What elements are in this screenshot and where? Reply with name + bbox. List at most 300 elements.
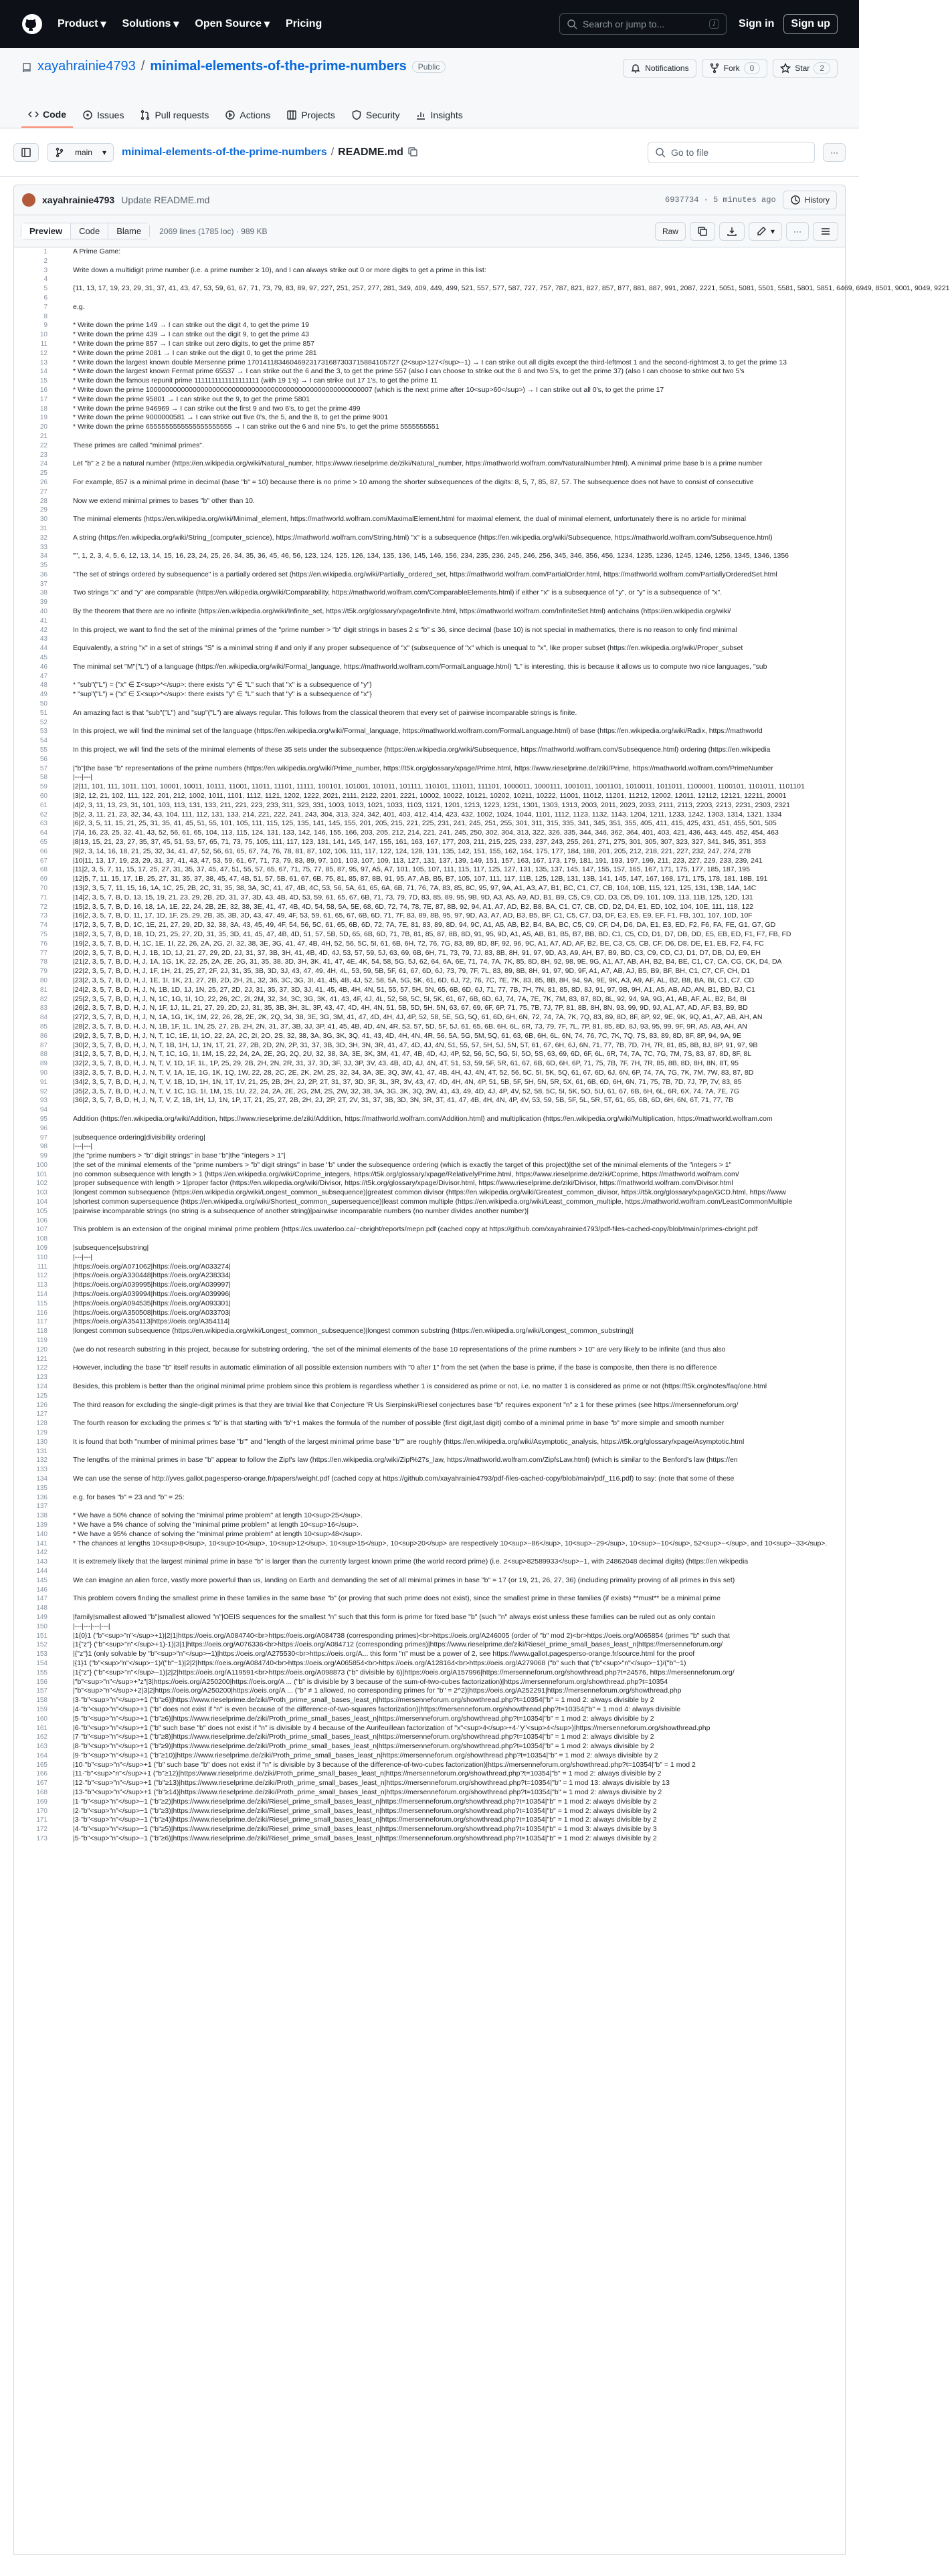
line-number[interactable]: 122 bbox=[36, 1364, 48, 1372]
line-number[interactable]: 167 bbox=[36, 1780, 48, 1788]
commit-author[interactable]: xayahrainie4793 bbox=[42, 195, 115, 205]
line-number[interactable]: 16 bbox=[39, 386, 48, 394]
tab-preview[interactable]: Preview bbox=[21, 223, 71, 239]
line-number[interactable]: 49 bbox=[39, 691, 48, 699]
code-line bbox=[14, 1364, 845, 1373]
line-text bbox=[57, 1373, 73, 1382]
line-number[interactable]: 162 bbox=[36, 1733, 48, 1741]
line-number[interactable]: 147 bbox=[36, 1595, 48, 1603]
code-line bbox=[14, 1586, 845, 1595]
line-text: |"b"<sup>"n"</sup>+2|3|2|https://oeis.org/A250200|https://oeis.org/A ... ("b" ≠ 1 allowed, no corresponding primes for "b" = 2^2)|https://oeis.org/A252291|https://mersenneforum.org/showthread.php bbox=[73, 1687, 682, 1695]
line-number[interactable]: 65 bbox=[39, 839, 48, 846]
line-number[interactable]: 39 bbox=[39, 599, 48, 607]
line-number[interactable]: 95 bbox=[39, 1115, 48, 1123]
line-number[interactable]: 74 bbox=[39, 922, 48, 930]
code-line bbox=[14, 367, 845, 377]
line-number[interactable]: 90 bbox=[39, 1069, 48, 1077]
line-number[interactable]: 171 bbox=[36, 1816, 48, 1824]
line-number[interactable]: 75 bbox=[39, 930, 48, 938]
code-line bbox=[14, 598, 845, 607]
view-toggle bbox=[21, 223, 150, 239]
line-number[interactable]: 112 bbox=[37, 1272, 48, 1280]
line-number[interactable]: 110 bbox=[37, 1253, 48, 1261]
line-number[interactable]: 141 bbox=[36, 1539, 48, 1547]
line-number[interactable]: 126 bbox=[36, 1401, 48, 1409]
line-number[interactable]: 31 bbox=[39, 524, 48, 532]
code-line bbox=[14, 1733, 845, 1742]
line-text bbox=[57, 524, 73, 534]
tab-pull-requests[interactable] bbox=[133, 109, 215, 128]
line-number[interactable]: 19 bbox=[39, 414, 48, 422]
line-number[interactable]: 53 bbox=[39, 728, 48, 736]
line-number[interactable]: 51 bbox=[39, 709, 48, 717]
line-number[interactable]: 24 bbox=[39, 460, 48, 468]
line-number[interactable]: 7 bbox=[43, 303, 48, 311]
line-number[interactable]: 20 bbox=[39, 423, 48, 431]
line-number[interactable]: 3 bbox=[43, 266, 48, 274]
line-number[interactable]: 76 bbox=[39, 940, 48, 948]
line-number[interactable]: 86 bbox=[39, 1032, 48, 1040]
line-number[interactable]: 23 bbox=[39, 451, 48, 459]
download-button[interactable] bbox=[719, 222, 745, 241]
line-number[interactable]: 111 bbox=[37, 1263, 48, 1271]
line-text: |31|2, 3, 5, 7, B, D, H, J, N, T, 1C, 1G, 1I, 1M, 1S, 22, 24, 2A, 2E, 2G, 2Q, 2U, 32, 38, 3A, 3E, 3K, 3M, 41, 47, 4B, 4D, 4J, 4P, 52, 56, 5C, 5G, 5I, 5O, 5S, 63, 69, 6D, 6F, 6L, 6R, 74, 7A, 7C, 7G, 7M, 7S, 83, 87, 8D, 8F, 8L bbox=[73, 1050, 752, 1059]
line-text: |https://oeis.org/A330448|https://oeis.org/A238334| bbox=[73, 1271, 231, 1280]
line-number[interactable]: 131 bbox=[36, 1447, 48, 1455]
code-line bbox=[14, 1465, 845, 1475]
line-text bbox=[57, 580, 73, 589]
line-number[interactable]: 107 bbox=[36, 1226, 48, 1234]
line-number[interactable]: 30 bbox=[39, 516, 48, 524]
line-number[interactable]: 46 bbox=[39, 663, 48, 671]
line-number[interactable]: 124 bbox=[36, 1383, 48, 1391]
line-number[interactable]: 144 bbox=[36, 1567, 48, 1575]
code-line bbox=[14, 1263, 845, 1272]
line-number[interactable]: 63 bbox=[39, 820, 48, 828]
line-number[interactable]: 99 bbox=[39, 1152, 48, 1160]
line-number[interactable]: 170 bbox=[36, 1807, 48, 1815]
nav-solutions-label: Solutions bbox=[122, 18, 171, 29]
line-number[interactable]: 159 bbox=[36, 1705, 48, 1713]
line-number[interactable]: 165 bbox=[36, 1761, 48, 1769]
line-number[interactable]: 148 bbox=[36, 1604, 48, 1612]
line-number[interactable]: 58 bbox=[39, 774, 48, 782]
tab-security[interactable] bbox=[345, 109, 407, 128]
line-number[interactable]: 25 bbox=[39, 469, 48, 477]
line-number[interactable]: 156 bbox=[36, 1678, 48, 1686]
line-number[interactable]: 73 bbox=[39, 912, 48, 920]
line-number[interactable]: 158 bbox=[36, 1697, 48, 1705]
breadcrumb-repo-link[interactable]: minimal-elements-of-the-prime-numbers bbox=[122, 146, 327, 158]
tab-projects[interactable] bbox=[280, 109, 342, 128]
sign-in-link[interactable]: Sign in bbox=[739, 18, 775, 29]
copy-raw-button[interactable] bbox=[690, 222, 715, 241]
nav-open-source[interactable] bbox=[195, 17, 270, 31]
line-number[interactable]: 133 bbox=[36, 1466, 48, 1474]
line-text: |3·"b"<sup>"n"</sup>+1 ("b"≥6)|https://www.rieselprime.de/ziki/Proth_prime_small_bases_least_n|https://mersenneforum.org/showthread.php?t=10354|"b" = 1 mod 2: always divisible by 2 bbox=[73, 1696, 654, 1705]
line-number[interactable]: 17 bbox=[39, 395, 48, 403]
line-number[interactable]: 43 bbox=[39, 635, 48, 643]
nav-product-label: Product bbox=[58, 18, 98, 29]
line-number[interactable]: 134 bbox=[36, 1475, 48, 1483]
line-text: |32|2, 3, 5, 7, B, D, H, J, N, T, V, 1D, 1F, 1L, 1P, 25, 29, 2B, 2H, 2N, 2R, 31, 37, 3D, 3F, 3J, 3P, 3V, 43, 4B, 4D, 4J, 4N, 4T, 51, 53, 59, 5F, 5R, 61, 67, 6B, 6D, 6H, 6P, 71, 75, 7B, 7F, 7H, 7R, 85, 8B, 8D, 8H, 8N, 8T, 95 bbox=[73, 1059, 739, 1068]
line-text: |5·"b"<sup>"n"</sup>+1 ("b"≥6)|https://www.rieselprime.de/ziki/Proth_prime_small_bases_least_n|https://mersenneforum.org/showthread.php?t=10354|"b" = 1 mod 2: always divisible by 2 bbox=[73, 1714, 654, 1723]
line-number[interactable]: 127 bbox=[36, 1410, 48, 1418]
line-number[interactable]: 71 bbox=[39, 893, 48, 901]
line-number[interactable]: 11 bbox=[40, 340, 48, 348]
line-number[interactable]: 102 bbox=[36, 1180, 48, 1188]
line-text bbox=[57, 635, 73, 644]
line-text: * Write down the prime 1000000000000000000000000000000000000000000000000000000007 (which is the next prime after 10<sup>60</sup>) → I can strike out all 0's, to get the prime 17 bbox=[73, 385, 664, 394]
line-number[interactable]: 129 bbox=[36, 1429, 48, 1436]
line-number[interactable]: 18 bbox=[39, 405, 48, 413]
line-text: Let "b" ≥ 2 be a natural number (https://en.wikipedia.org/wiki/Natural_number, https://www.rieselprime.de/ziki/Natural_number, https://mathworld.wolfram.com/NaturalNumber.html). A minimal prime base b is a prime number bbox=[73, 459, 763, 468]
line-number[interactable]: 37 bbox=[39, 580, 48, 588]
line-text bbox=[57, 561, 73, 570]
line-number[interactable]: 119 bbox=[37, 1337, 48, 1345]
line-number[interactable]: 164 bbox=[36, 1751, 48, 1759]
line-number[interactable]: 140 bbox=[36, 1530, 48, 1538]
line-number[interactable]: 78 bbox=[39, 958, 48, 966]
line-number[interactable]: 128 bbox=[36, 1420, 48, 1428]
line-number[interactable]: 125 bbox=[36, 1392, 48, 1400]
notifications-button[interactable] bbox=[623, 59, 696, 78]
notifications-label: Notifications bbox=[645, 64, 689, 73]
line-number[interactable]: 152 bbox=[36, 1641, 48, 1649]
line-number[interactable]: 142 bbox=[36, 1549, 48, 1557]
code-line bbox=[14, 1650, 845, 1659]
code-line bbox=[14, 478, 845, 488]
code-line bbox=[14, 681, 845, 690]
tab-actions[interactable] bbox=[218, 109, 277, 128]
line-number[interactable]: 32 bbox=[39, 534, 48, 542]
line-text bbox=[57, 275, 73, 284]
fork-button[interactable] bbox=[702, 59, 768, 78]
code-line bbox=[14, 561, 845, 570]
line-number[interactable]: 138 bbox=[36, 1512, 48, 1520]
tab-issues[interactable] bbox=[76, 109, 130, 128]
code-line bbox=[14, 441, 845, 451]
line-number[interactable]: 120 bbox=[36, 1346, 48, 1354]
line-number[interactable]: 93 bbox=[39, 1097, 48, 1105]
line-number[interactable]: 59 bbox=[39, 783, 48, 791]
more-options-button[interactable] bbox=[823, 143, 846, 162]
code-line bbox=[14, 1290, 845, 1299]
line-number[interactable]: 12 bbox=[39, 349, 48, 357]
line-number[interactable]: 108 bbox=[36, 1235, 48, 1243]
line-number[interactable]: 160 bbox=[36, 1715, 48, 1723]
line-number[interactable]: 87 bbox=[39, 1041, 48, 1049]
line-number[interactable]: 6 bbox=[43, 294, 48, 302]
line-number[interactable]: 92 bbox=[39, 1087, 48, 1095]
line-number[interactable]: 89 bbox=[39, 1060, 48, 1068]
code-line bbox=[14, 1604, 845, 1613]
line-number[interactable]: 163 bbox=[36, 1743, 48, 1751]
line-number[interactable]: 44 bbox=[39, 645, 48, 653]
line-number[interactable]: 151 bbox=[36, 1632, 48, 1640]
line-text bbox=[57, 755, 73, 764]
line-number[interactable]: 97 bbox=[39, 1134, 48, 1142]
line-number[interactable]: 41 bbox=[39, 617, 48, 625]
line-text: * Write down the famous repunit prime 1111111111111111111 (with 19 1's) → I can strike out 17 1's, to get the prime 11 bbox=[73, 377, 438, 385]
line-number[interactable]: 33 bbox=[39, 543, 48, 551]
line-number[interactable]: 153 bbox=[36, 1650, 48, 1658]
line-text bbox=[57, 672, 73, 681]
raw-button[interactable]: Raw bbox=[655, 222, 686, 241]
history-button[interactable] bbox=[783, 191, 837, 209]
outline-button[interactable] bbox=[813, 222, 838, 241]
line-number[interactable]: 82 bbox=[39, 995, 48, 1003]
line-number[interactable]: 55 bbox=[39, 746, 48, 754]
line-number[interactable]: 115 bbox=[37, 1299, 48, 1307]
line-number[interactable]: 77 bbox=[39, 949, 48, 957]
line-number[interactable]: 118 bbox=[37, 1327, 48, 1335]
nav-product[interactable] bbox=[58, 17, 106, 31]
line-number[interactable]: 130 bbox=[36, 1438, 48, 1446]
line-number[interactable]: 40 bbox=[39, 608, 48, 616]
code-line bbox=[14, 1281, 845, 1290]
line-number[interactable]: 114 bbox=[37, 1291, 48, 1299]
line-number[interactable]: 168 bbox=[36, 1789, 48, 1797]
line-number[interactable]: 61 bbox=[39, 801, 48, 809]
line-number[interactable]: 5 bbox=[43, 285, 48, 293]
line-number[interactable]: 8 bbox=[43, 312, 48, 320]
line-number[interactable]: 67 bbox=[39, 857, 48, 865]
line-number[interactable]: 113 bbox=[37, 1281, 48, 1289]
line-text: |9·"b"<sup>"n"</sup>+1 ("b"≥10)|https://www.rieselprime.de/ziki/Proth_prime_small_bases_least_n|https://mersenneforum.org/showthread.php?t=10354|"b" = 1 mod 2: always divisible by 2 bbox=[73, 1751, 658, 1759]
commit-sha-time[interactable]: 6937734 · 5 minutes ago bbox=[665, 195, 776, 205]
line-number[interactable]: 121 bbox=[36, 1355, 48, 1363]
tab-projects-label: Projects bbox=[301, 110, 335, 120]
code-line bbox=[14, 653, 845, 663]
line-text: |family|smallest allowed "b"|smallest allowed "n"|OEIS sequences for the smallest "n" such that this form is prime for fixed base "b" (such "n" always exist unless these families can be ruled out as only contain bbox=[73, 1612, 716, 1621]
line-text: |8|13, 15, 21, 23, 27, 35, 37, 45, 51, 53, 57, 65, 71, 73, 75, 105, 111, 117, 123, 131, 141, 145, 147, 155, 161, 163, 167, 177, 203, 211, 215, 225, 233, 237, 243, 255, 261, 271, 275, 301, 305, 307, 323, 327, 341, 345, 351, 353 bbox=[73, 838, 766, 846]
line-number[interactable]: 66 bbox=[39, 847, 48, 855]
line-text: |24|2, 3, 5, 7, B, D, H, J, N, 1B, 1D, 1J, 1N, 25, 27, 2D, 2J, 31, 35, 37, 3D, 3J, 41, 45, 4B, 4H, 4N, 51, 55, 57, 5H, 5N, 65, 6B, 6D, 6J, 71, 77, 7B, 7H, 7N, 81, 85, 8D, 8J, 91, 97, 9B, 9H, A1, A5, AB, AD, AN, B1, BD, BJ, C1 bbox=[73, 985, 755, 994]
tab-insights[interactable] bbox=[409, 109, 469, 128]
code-line bbox=[14, 617, 845, 626]
line-number[interactable]: 139 bbox=[36, 1521, 48, 1529]
code-line bbox=[14, 1013, 845, 1023]
line-number[interactable]: 96 bbox=[39, 1124, 48, 1132]
line-number[interactable]: 54 bbox=[39, 737, 48, 745]
line-text: |35|2, 3, 5, 7, B, D, H, J, N, T, V, 1C, 1G, 1I, 1M, 1S, 1U, 22, 24, 2A, 2E, 2G, 2M, 2S, 2W, 32, 38, 3A, 3G, 3K, 3Q, 3W, 41, 43, 49, 4D, 4J, 4P, 4V, 52, 58, 5C, 5I, 5K, 5O, 5U, 61, 67, 6B, 6H, 6L, 6R, 6X, 74, 7A, 7E, 7G bbox=[73, 1087, 739, 1095]
code-line bbox=[14, 727, 845, 736]
line-number[interactable]: 68 bbox=[39, 866, 48, 874]
line-number[interactable]: 117 bbox=[37, 1318, 48, 1326]
line-number[interactable]: 98 bbox=[39, 1143, 48, 1151]
line-number[interactable]: 150 bbox=[36, 1622, 48, 1630]
code-line bbox=[14, 690, 845, 700]
code-line bbox=[14, 1742, 845, 1751]
line-text: |longest common subsequence (https://en.wikipedia.org/wiki/Longest_common_subsequence)|greatest common divisor (https://en.wikipedia.org/wiki/Greatest_common_divisor, https://t5k.org/glossary/xpage/GCD.html, https://www bbox=[73, 1188, 786, 1197]
star-button[interactable] bbox=[773, 59, 838, 78]
branch-selector[interactable] bbox=[47, 143, 114, 162]
line-text: * Write down the prime 6555555555555555555555 → I can strike out the 6 and nine 5's, to get the prime 5555555551 bbox=[73, 423, 440, 431]
line-number[interactable]: 79 bbox=[39, 968, 48, 976]
nav-pricing[interactable] bbox=[286, 17, 322, 31]
line-number[interactable]: 29 bbox=[39, 506, 48, 514]
line-number[interactable]: 169 bbox=[36, 1798, 48, 1806]
line-text: |4·"b"<sup>"n"</sup>+1 ("b" does not exist if "n" is even because of the difference-of-two-squares factorization)|https://mersenneforum.org/showthread.php?t=10354|"b" = 1 mod 4: always divisible bbox=[73, 1705, 681, 1713]
line-number[interactable]: 106 bbox=[36, 1216, 48, 1224]
repo-owner-link[interactable]: xayahrainie4793 bbox=[37, 59, 136, 74]
line-text bbox=[57, 1235, 73, 1244]
line-number[interactable]: 157 bbox=[36, 1687, 48, 1695]
line-number[interactable]: 64 bbox=[39, 829, 48, 837]
copy-path-icon[interactable] bbox=[407, 146, 418, 157]
code-line bbox=[14, 1235, 845, 1244]
line-number[interactable]: 149 bbox=[36, 1613, 48, 1621]
line-number[interactable]: 56 bbox=[39, 755, 48, 763]
line-number[interactable]: 116 bbox=[37, 1309, 48, 1317]
code-line bbox=[14, 1401, 845, 1410]
repo-header bbox=[0, 48, 859, 128]
line-text bbox=[57, 469, 73, 478]
code-line bbox=[14, 340, 845, 349]
sign-up-button[interactable]: Sign up bbox=[783, 14, 838, 34]
line-number[interactable]: 14 bbox=[39, 368, 48, 376]
global-search-input[interactable] bbox=[559, 13, 727, 35]
line-number[interactable]: 145 bbox=[36, 1576, 48, 1584]
star-label: Star bbox=[795, 64, 810, 73]
github-logo-icon[interactable] bbox=[21, 13, 43, 35]
line-number[interactable]: 85 bbox=[39, 1023, 48, 1031]
line-text: This problem is an extension of the original minimal prime problem (https://cs.uwaterloo.ca/~cbright/reports/mepn.pdf (cached copy at https://github.com/xayahrainie4793/pdf-files-cached-copy/blob/main/primes-cbright.pdf bbox=[73, 1225, 758, 1234]
line-number[interactable]: 1 bbox=[43, 248, 48, 255]
sidebar-toggle-button[interactable] bbox=[13, 143, 39, 162]
line-number[interactable]: 52 bbox=[39, 718, 48, 726]
line-number[interactable]: 136 bbox=[36, 1493, 48, 1501]
line-number[interactable]: 9 bbox=[43, 322, 48, 330]
line-text: |---|---| bbox=[73, 773, 93, 782]
line-text bbox=[57, 1105, 73, 1115]
shield-icon bbox=[351, 110, 362, 120]
tab-code-view[interactable]: Code bbox=[71, 223, 108, 239]
commit-message[interactable]: Update README.md bbox=[121, 195, 210, 205]
line-number[interactable]: 172 bbox=[36, 1826, 48, 1834]
line-text: The third reason for excluding the single-digit primes is that they are trivial like that Conjecture 'R Us Sierpinski/Riesel conjectures base "b" requires exponent "n" ≥ 1 for these primes (see https://mersenneforum.org/ bbox=[73, 1400, 739, 1409]
line-number[interactable]: 101 bbox=[36, 1170, 48, 1178]
line-number[interactable]: 38 bbox=[39, 589, 48, 597]
line-number[interactable]: 60 bbox=[39, 792, 48, 800]
line-number[interactable]: 161 bbox=[36, 1724, 48, 1732]
line-number[interactable]: 137 bbox=[36, 1503, 48, 1511]
line-text: |proper subsequence with length > 1|proper factor (https://en.wikipedia.org/wiki/Divisor, https://t5k.org/glossary/xpage/Divisor.html, https://www.rieselprime.de/ziki/Divisor, https://mathworld.wolfram.com/Divisor.html bbox=[73, 1179, 733, 1188]
line-number[interactable]: 34 bbox=[39, 552, 48, 560]
line-number[interactable]: 10 bbox=[39, 331, 48, 339]
line-number[interactable]: 13 bbox=[39, 358, 48, 366]
line-number[interactable]: 135 bbox=[36, 1484, 48, 1492]
line-number[interactable]: 123 bbox=[36, 1374, 48, 1382]
line-number[interactable]: 173 bbox=[36, 1835, 48, 1843]
line-number[interactable]: 154 bbox=[36, 1659, 48, 1667]
line-number[interactable]: 26 bbox=[39, 478, 48, 486]
go-to-file-input[interactable] bbox=[648, 142, 815, 163]
line-number[interactable]: 100 bbox=[36, 1161, 48, 1169]
code-line bbox=[14, 1447, 845, 1457]
avatar[interactable] bbox=[22, 193, 35, 207]
line-number[interactable]: 132 bbox=[36, 1457, 48, 1465]
repo-name-link[interactable]: minimal-elements-of-the-prime-numbers bbox=[150, 59, 407, 74]
line-number[interactable]: 155 bbox=[36, 1669, 48, 1677]
code-line bbox=[14, 497, 845, 506]
line-number[interactable]: 62 bbox=[39, 811, 48, 819]
code-line bbox=[14, 1622, 845, 1632]
code-line bbox=[14, 1198, 845, 1207]
line-number[interactable]: 104 bbox=[36, 1198, 48, 1206]
edit-button[interactable] bbox=[749, 222, 782, 241]
line-number[interactable]: 143 bbox=[36, 1558, 48, 1566]
line-number[interactable]: 72 bbox=[39, 903, 48, 911]
line-number[interactable]: 69 bbox=[39, 875, 48, 883]
line-number[interactable]: 146 bbox=[36, 1586, 48, 1594]
line-text: For example, 857 is a minimal prime in decimal (base "b" = 10) because there is no prime > 10 among the shorter subsequences of the digits: 8, 5, 7, 85, 87, 57. The subsequence does not have to consist of consecutive bbox=[73, 477, 754, 486]
line-number[interactable]: 81 bbox=[39, 986, 48, 994]
line-number[interactable]: 36 bbox=[39, 570, 48, 578]
line-text: It is found that both "number of minimal primes base "b"" and "length of the largest minimal prime base "b"" are roughly (https://en.wikipedia.org/wiki/Asymptotic_analysis, https://t5k.org/glossary/xpage/Asymptotic.html bbox=[73, 1437, 745, 1446]
line-number[interactable]: 105 bbox=[36, 1207, 48, 1215]
line-number[interactable]: 45 bbox=[39, 654, 48, 662]
line-number[interactable]: 28 bbox=[39, 497, 48, 505]
line-number[interactable]: 42 bbox=[39, 626, 48, 634]
code-line bbox=[14, 940, 845, 949]
more-file-options-button[interactable] bbox=[786, 222, 809, 241]
code-line bbox=[14, 1253, 845, 1263]
line-number[interactable]: 83 bbox=[39, 1004, 48, 1012]
line-number[interactable]: 94 bbox=[39, 1106, 48, 1114]
line-number[interactable]: 22 bbox=[39, 441, 48, 449]
line-number[interactable]: 91 bbox=[39, 1078, 48, 1086]
line-text: e.g. bbox=[73, 302, 85, 311]
line-number[interactable]: 103 bbox=[36, 1189, 48, 1197]
line-text: |27|2, 3, 5, 7, B, D, H, J, N, 1A, 1G, 1K, 1M, 22, 26, 28, 2E, 2K, 2Q, 34, 38, 3E, 3G, 3M, 41, 47, 4D, 4H, 4J, 4P, 52, 58, 5E, 5G, 5Q, 61, 6D, 6H, 6N, 72, 74, 7A, 7K, 7Q, 83, 89, 8D, 8F, 8P, 92, 9E, 9K, 9Q, A1, A7, AB, AH, AN bbox=[73, 1013, 763, 1022]
code-line bbox=[14, 1309, 845, 1318]
line-text bbox=[57, 1216, 73, 1226]
line-number[interactable]: 21 bbox=[39, 432, 48, 440]
tab-code[interactable] bbox=[21, 109, 73, 128]
tab-insights-label: Insights bbox=[430, 110, 463, 120]
code-line bbox=[14, 330, 845, 340]
line-number[interactable]: 2 bbox=[43, 257, 48, 265]
line-number[interactable]: 84 bbox=[39, 1014, 48, 1022]
line-number[interactable]: 88 bbox=[39, 1051, 48, 1059]
line-text bbox=[57, 257, 73, 266]
nav-solutions[interactable] bbox=[122, 17, 179, 31]
line-number[interactable]: 109 bbox=[36, 1245, 48, 1253]
line-number[interactable]: 47 bbox=[39, 672, 48, 680]
line-number[interactable]: 15 bbox=[39, 377, 48, 385]
line-number[interactable]: 57 bbox=[39, 764, 48, 772]
line-number[interactable]: 166 bbox=[36, 1770, 48, 1778]
line-text: |11·"b"<sup>"n"</sup>+1 ("b"≥12)|https://www.rieselprime.de/ziki/Proth_prime_small_bases_least_n|https://mersenneforum.org/showthread.php?t=10354|"b" = 1 mod 2: always divisible by 2 bbox=[73, 1769, 662, 1778]
line-number[interactable]: 50 bbox=[39, 700, 48, 708]
code-line bbox=[14, 1678, 845, 1687]
line-number[interactable]: 70 bbox=[39, 884, 48, 892]
code-line bbox=[14, 1152, 845, 1161]
line-number[interactable]: 4 bbox=[43, 276, 48, 284]
code-line bbox=[14, 875, 845, 884]
code-line bbox=[14, 1271, 845, 1281]
line-number[interactable]: 35 bbox=[39, 562, 48, 570]
tab-blame[interactable]: Blame bbox=[108, 223, 149, 239]
repo-icon bbox=[21, 62, 32, 72]
code-line bbox=[14, 1134, 845, 1143]
line-number[interactable]: 48 bbox=[39, 681, 48, 689]
line-text bbox=[57, 1567, 73, 1576]
line-number[interactable]: 80 bbox=[39, 976, 48, 984]
line-number[interactable]: 27 bbox=[39, 488, 48, 496]
